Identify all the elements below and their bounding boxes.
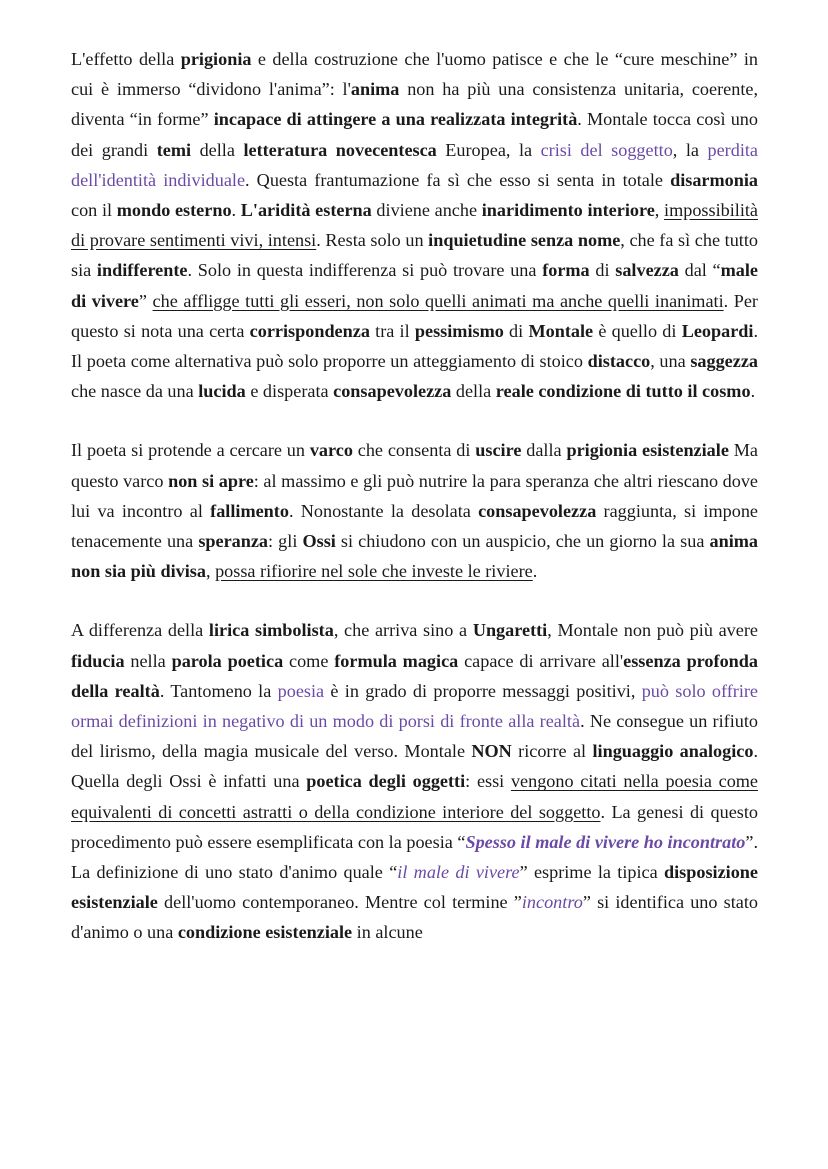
text-emphasis: speranza bbox=[198, 531, 269, 552]
text-emphasis: incapace di attingere a una realizzata integrità bbox=[213, 109, 578, 130]
text-run: , che arriva sino a bbox=[333, 620, 473, 641]
text-run: che consenta di bbox=[352, 440, 476, 461]
text-run: : al massimo e gli può nutrire la para speranza che altri riescano dove lui va incontro al bbox=[71, 470, 759, 521]
text-run: nella bbox=[124, 650, 172, 671]
text-emphasis: poetica degli oggetti bbox=[306, 771, 466, 792]
text-run: . Nonostante la desolata bbox=[288, 500, 479, 521]
text-run: e disperata bbox=[245, 381, 334, 402]
text-emphasis: Montale bbox=[528, 320, 594, 341]
text-emphasis: vengono citati nella poesia come equivalenti di concetti astratti o della condizione interiore del soggetto bbox=[71, 771, 759, 822]
text-run: di bbox=[589, 260, 616, 281]
text-run: della bbox=[191, 139, 244, 160]
text-emphasis: Ungaretti bbox=[472, 620, 548, 641]
text-emphasis: letteratura novecentesca bbox=[243, 139, 437, 160]
text-emphasis: forma bbox=[542, 260, 590, 281]
text-run: in alcune bbox=[352, 922, 423, 943]
text-emphasis: possa rifiorire nel sole che investe le riviere bbox=[215, 561, 533, 582]
text-emphasis: mondo esterno bbox=[116, 200, 232, 221]
text-run: dal “ bbox=[678, 260, 721, 281]
text-emphasis: perdita dell'identità individuale bbox=[71, 139, 758, 190]
text-run: tra il bbox=[369, 320, 415, 341]
text-emphasis: anima non sia più divisa bbox=[71, 531, 758, 582]
text-run: capace di arrivare all' bbox=[458, 650, 624, 671]
text-emphasis: crisi del soggetto bbox=[540, 139, 673, 160]
text-emphasis: disarmonia bbox=[670, 169, 759, 190]
text-run: . Quella degli Ossi è infatti una bbox=[71, 741, 758, 792]
text-run: che nasce da una bbox=[71, 381, 199, 402]
text-run: , Montale non può più avere bbox=[547, 620, 758, 641]
text-run: : essi bbox=[465, 771, 511, 792]
text-run: diviene anche bbox=[371, 200, 482, 221]
paragraph-2 bbox=[71, 435, 758, 586]
text-emphasis: impossibilità di provare sentimenti vivi, intensi bbox=[71, 200, 759, 251]
text-run: . bbox=[231, 200, 241, 221]
text-emphasis: inquietudine senza nome bbox=[428, 230, 621, 251]
text-emphasis: condizione esistenziale bbox=[177, 922, 353, 943]
text-run: ”. La definizione di uno stato d'animo quale “ bbox=[71, 831, 758, 883]
text-emphasis: salvezza bbox=[615, 260, 679, 281]
text-run: , bbox=[654, 200, 665, 221]
text-emphasis: disposizione esistenziale bbox=[71, 862, 758, 913]
text-run: della bbox=[451, 381, 496, 402]
text-emphasis: indifferente bbox=[96, 260, 188, 281]
text-run: . Tantomeno la bbox=[159, 680, 278, 701]
text-emphasis: varco bbox=[309, 440, 353, 461]
text-run: , la bbox=[672, 139, 708, 160]
text-emphasis: lucida bbox=[198, 381, 246, 402]
text-emphasis: reale condizione di tutto il cosmo bbox=[495, 381, 751, 402]
text-emphasis: distacco bbox=[587, 351, 651, 372]
text-run: è in grado di proporre messaggi positivi, bbox=[324, 680, 642, 701]
text-emphasis: consapevolezza bbox=[478, 500, 597, 521]
text-emphasis: corrispondenza bbox=[249, 320, 370, 341]
text-run: , una bbox=[650, 351, 691, 372]
text-emphasis: il male di vivere bbox=[397, 862, 520, 883]
text-emphasis: pessimismo bbox=[414, 320, 504, 341]
text-run: dell'uomo contemporaneo. Mentre col termine ” bbox=[157, 892, 522, 913]
text-run: non ha più una consistenza unitaria, coerente, diventa “in forme” bbox=[71, 79, 758, 130]
text-run: . Solo in questa indifferenza si può trovare una bbox=[187, 260, 543, 281]
text-emphasis: male di vivere bbox=[71, 260, 758, 311]
text-emphasis: linguaggio analogico bbox=[592, 741, 754, 762]
text-emphasis: NON bbox=[471, 741, 512, 762]
text-run: . Per questo si nota una certa bbox=[71, 290, 758, 341]
text-run: . Resta solo un bbox=[316, 230, 429, 251]
text-run: ” si identifica uno stato d'animo o una bbox=[71, 892, 758, 943]
text-emphasis: L'aridità esterna bbox=[240, 200, 372, 221]
text-run: A differenza della bbox=[71, 620, 209, 641]
text-emphasis: temi bbox=[156, 139, 192, 160]
text-emphasis: uscire bbox=[475, 440, 522, 461]
text-emphasis: fiducia bbox=[71, 650, 125, 671]
paragraph-3 bbox=[71, 615, 758, 947]
text-emphasis: prigionia esistenziale bbox=[566, 440, 729, 461]
text-run: , che fa sì che tutto sia bbox=[71, 230, 758, 281]
text-run: Europea, la bbox=[436, 139, 541, 160]
paragraph-1 bbox=[71, 44, 758, 406]
text-run: si chiudono con un auspicio, che un giorno la sua bbox=[335, 531, 710, 552]
text-run: L'effetto della bbox=[71, 49, 181, 69]
text-emphasis: consapevolezza bbox=[333, 381, 452, 402]
text-run: raggiunta, si impone tenacemente una bbox=[71, 500, 758, 552]
text-run: . Montale tocca così uno dei grandi bbox=[71, 109, 758, 160]
text-run: Il poeta si protende a cercare un bbox=[71, 440, 310, 461]
text-run: . La genesi di questo procedimento può essere esemplificata con la poesia “ bbox=[71, 801, 758, 852]
text-emphasis: fallimento bbox=[210, 500, 289, 521]
text-emphasis: che affligge tutti gli esseri, non solo quelli animati ma anche quelli inanimati bbox=[152, 290, 724, 311]
text-emphasis: anima bbox=[350, 79, 400, 100]
text-run: come bbox=[283, 650, 335, 671]
text-run: ” esprime la tipica bbox=[519, 862, 664, 883]
text-emphasis: lirica simbolista bbox=[208, 620, 334, 641]
text-emphasis: parola poetica bbox=[171, 650, 284, 671]
text-emphasis: inaridimento interiore bbox=[481, 200, 655, 221]
text-run: di bbox=[503, 320, 529, 341]
text-run: con il bbox=[71, 200, 117, 221]
text-emphasis: prigionia bbox=[180, 49, 252, 69]
text-emphasis: essenza profonda della realtà bbox=[71, 650, 758, 701]
text-emphasis: poesia bbox=[277, 680, 325, 701]
text-run: . bbox=[750, 381, 756, 402]
text-run: . Questa frantumazione fa sì che esso si senta in totale bbox=[245, 169, 671, 190]
text-emphasis: non si apre bbox=[168, 470, 254, 491]
text-emphasis: Spesso il male di vivere ho incontrato bbox=[465, 831, 746, 852]
text-run: ” bbox=[138, 290, 153, 311]
text-emphasis: formula magica bbox=[334, 650, 459, 671]
text-emphasis: saggezza bbox=[690, 351, 758, 372]
text-run: . Il poeta come alternativa può solo proporre un atteggiamento di stoico bbox=[71, 320, 758, 372]
text-run: dalla bbox=[521, 440, 567, 461]
text-run: : gli bbox=[268, 531, 303, 552]
text-run: Ma questo varco bbox=[71, 440, 758, 491]
text-emphasis: Ossi bbox=[302, 531, 336, 552]
text-emphasis: Leopardi bbox=[681, 320, 754, 341]
text-run: e della costruzione che l'uomo patisce e che le “cure meschine” in cui è immerso “dividono l'anima”: l' bbox=[71, 49, 758, 100]
text-emphasis: può solo offrire ormai definizioni in negativo di un modo di porsi di fronte alla realtà bbox=[71, 680, 759, 732]
text-run: . bbox=[532, 561, 538, 582]
text-emphasis: incontro bbox=[521, 892, 583, 913]
text-run: . Ne consegue un rifiuto del lirismo, della magia musicale del verso. Montale bbox=[71, 711, 758, 762]
text-run: , bbox=[205, 561, 216, 582]
text-run: ricorre al bbox=[511, 741, 593, 762]
text-run: è quello di bbox=[593, 320, 682, 341]
